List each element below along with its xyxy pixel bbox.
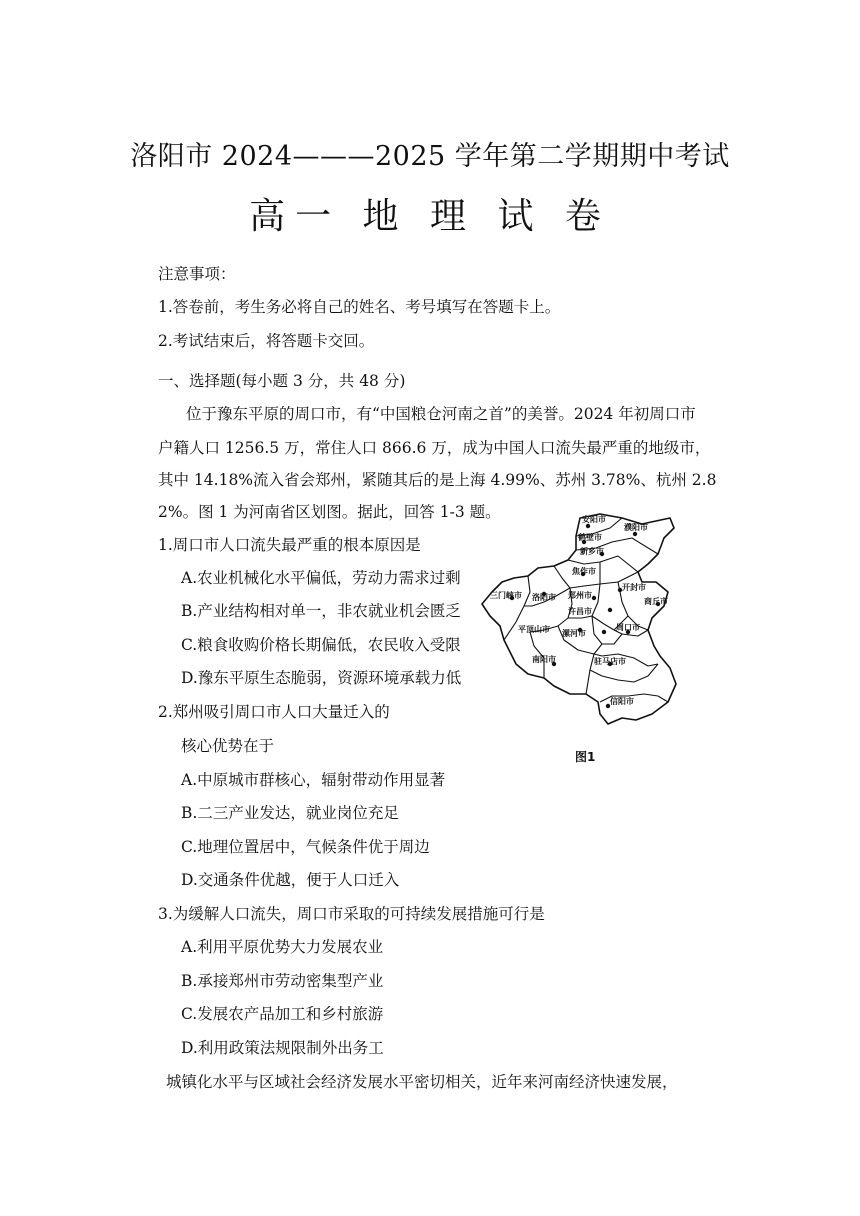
note-item: 1.答卷前，考生务必将自己的姓名、考号填写在答题卡上。 xyxy=(158,298,561,316)
map-label-zhoukou: 周口市 xyxy=(616,623,640,632)
map-label-xuchang: 许昌市 xyxy=(568,607,592,616)
note-item: 2.考试结束后，将答题卡交回。 xyxy=(158,332,375,350)
map-label-shangqiu: 商丘市 xyxy=(644,597,668,606)
figure-caption: 图1 xyxy=(575,750,596,764)
map-label-kaifeng: 开封市 xyxy=(622,583,646,592)
question-3-stem: 3.为缓解人口流失，周口市采取的可持续发展措施可行是 xyxy=(158,905,545,923)
notes-heading: 注意事项： xyxy=(158,265,236,283)
map-label-luoyang: 洛阳市 xyxy=(532,593,556,602)
paper-title: 高一 地 理 试 卷 xyxy=(249,196,611,237)
map-label-zhengzhou: 郑州市 xyxy=(568,591,592,600)
map-label-xinyang: 信阳市 xyxy=(610,697,634,706)
map-label-hebi: 鹤壁市 xyxy=(578,533,602,542)
map-label-sanmenxia: 三门峡市 xyxy=(490,591,522,600)
exam-title: 洛阳市 2024———2025 学年第二学期期中考试 xyxy=(130,141,730,172)
question-1-option-a: A.农业机械化水平偏低，劳动力需求过剩 xyxy=(181,569,461,587)
section-heading: 一、选择题(每小题 3 分，共 48 分) xyxy=(158,372,406,390)
question-2-option-c: C.地理位置居中，气候条件优于周边 xyxy=(181,838,430,856)
henan-map-figure xyxy=(472,506,708,770)
map-label-xinxiang: 新乡市 xyxy=(580,547,604,556)
passage-line: 其中 14.18%流入省会郑州，紧随其后的是上海 4.99%、苏州 3.78%、杭州 2.8 xyxy=(158,471,717,489)
question-1-option-c: C.粮食收购价格长期偏低，农民收入受限 xyxy=(181,636,461,654)
map-label-pingdingshan: 平顶山市 xyxy=(518,625,550,634)
passage-2-line: 城镇化水平与区域社会经济发展水平密切相关，近年来河南经济快速发展， xyxy=(166,1073,678,1091)
question-2-stem: 2.郑州吸引周口市人口大量迁入的 xyxy=(158,703,390,721)
question-2-option-d: D.交通条件优越，便于人口迁入 xyxy=(181,871,400,889)
passage-line: 户籍人口 1256.5 万，常住人口 866.6 万，成为中国人口流失最严重的地级市， xyxy=(158,439,711,457)
question-2-option-b: B.二三产业发达，就业岗位充足 xyxy=(181,804,399,822)
map-label-luohe: 漯河市 xyxy=(562,629,586,638)
question-1-stem: 1.周口市人口流失最严重的根本原因是 xyxy=(158,536,421,554)
question-1-option-b: B.产业结构相对单一，非农就业机会匮乏 xyxy=(181,602,461,620)
question-2-option-a: A.中原城市群核心，辐射带动作用显著 xyxy=(181,771,446,789)
passage-line: 2%。图 1 为河南省区划图。据此，回答 1-3 题。 xyxy=(158,503,501,521)
passage-line: 位于豫东平原的周口市，有“中国粮仓河南之首”的美誉。2024 年初周口市 xyxy=(186,405,696,423)
question-3-option-c: C.发展农产品加工和乡村旅游 xyxy=(181,1005,384,1023)
question-3-option-a: A.利用平原优势大力发展农业 xyxy=(181,938,384,956)
question-3-option-d: D.利用政策法规限制外出务工 xyxy=(181,1039,384,1057)
map-label-anyang: 安阳市 xyxy=(582,515,606,524)
map-label-zhumadian: 驻马店市 xyxy=(594,657,626,666)
question-3-option-b: B.承接郑州市劳动密集型产业 xyxy=(181,972,384,990)
map-label-jiaozuo: 焦作市 xyxy=(572,567,596,576)
map-label-nanyang: 南阳市 xyxy=(532,655,556,664)
question-1-option-d: D.豫东平原生态脆弱，资源环境承载力低 xyxy=(181,669,462,687)
map-label-puyang: 濮阳市 xyxy=(624,523,648,532)
question-2-stem-cont: 核心优势在于 xyxy=(181,737,275,755)
